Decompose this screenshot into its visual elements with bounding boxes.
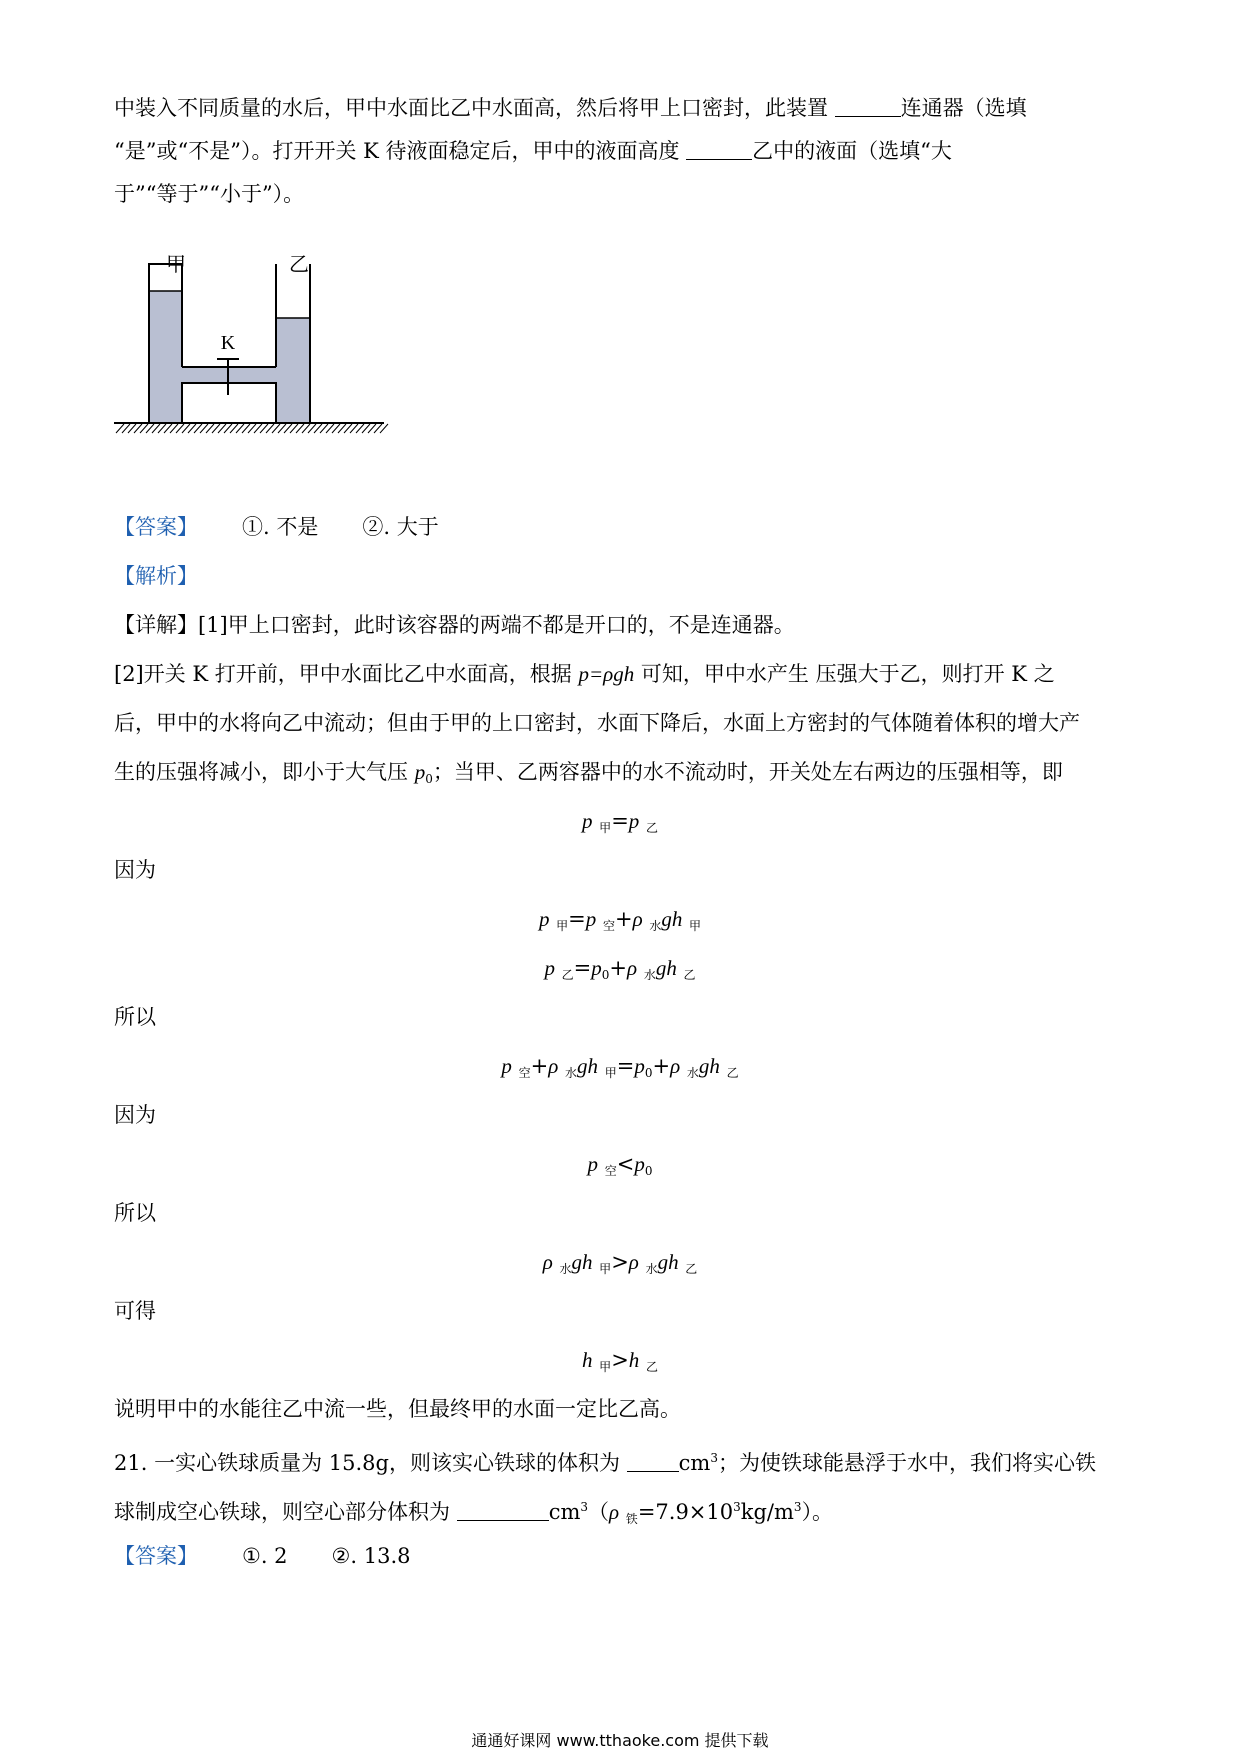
word-so-1: 所以 bbox=[114, 1005, 156, 1029]
equation-3: p $_乙=p_0+\rho$ $_水$gh $_乙$ bbox=[544, 956, 696, 982]
text: ；为使铁球能悬浮于水中，我们将实心铁 bbox=[717, 1451, 1096, 1475]
answer-20 bbox=[114, 512, 439, 542]
label-valve-k: K bbox=[220, 332, 236, 354]
answer-1: ①. 不是 bbox=[242, 515, 319, 539]
subscript: 乙 bbox=[685, 1262, 698, 1276]
equation-4: p $_空$+ρ $_水$gh $_甲=p_0+\rho$ $_水$gh $_乙$ bbox=[501, 1054, 739, 1080]
detail-line-2 bbox=[114, 659, 1055, 689]
equation-1: p $_甲$=p $_乙$ bbox=[581, 809, 658, 835]
subscript: 乙 bbox=[726, 1066, 739, 1080]
answer-21 bbox=[114, 1541, 410, 1571]
superscript: 3 bbox=[733, 1500, 741, 1514]
subscript: 0 bbox=[601, 968, 610, 982]
subscript: 乙 bbox=[645, 1360, 658, 1374]
subscript: 水 bbox=[649, 919, 662, 933]
subscript: 空 bbox=[602, 919, 615, 933]
subscript: 甲 bbox=[556, 919, 569, 933]
water-fill bbox=[149, 291, 310, 423]
answer-1: ①. 2 bbox=[242, 1544, 288, 1568]
label-yi: 乙 bbox=[289, 255, 309, 276]
detail-line-4: 生的压强将减小，即小于大气压 $p_0$；当甲、乙两容器中的水不流动时，开关处左右两边的压强相等，即 bbox=[114, 760, 1063, 786]
text: kg/m bbox=[740, 1500, 794, 1524]
text: [2]开关 K 打开前，甲中水面比乙中水面高，根据 bbox=[114, 662, 579, 686]
subscript: 乙 bbox=[645, 821, 658, 835]
subscript: 水 bbox=[559, 1262, 572, 1276]
ground-hatching bbox=[116, 424, 388, 433]
answer-blank bbox=[457, 1498, 549, 1521]
subscript: 甲 bbox=[599, 1360, 612, 1374]
subscript: 铁 bbox=[625, 1512, 638, 1526]
question-21-line-1 bbox=[114, 1443, 1096, 1478]
subscript: 0 bbox=[644, 1164, 653, 1178]
detail-line-3: 后，甲中的水将向乙中流动；但由于甲的上口密封，水面下降后，水面上方密封的气体随着体积的增大产 bbox=[114, 711, 1080, 735]
text: 21. 一实心铁球质量为 15.8g，则该实心铁球的体积为 bbox=[114, 1451, 627, 1475]
word-because-2: 因为 bbox=[114, 1103, 156, 1127]
answer-blank bbox=[835, 94, 901, 117]
text: 乙中的液面（选填“大 bbox=[752, 139, 952, 163]
superscript: 3 bbox=[710, 1451, 718, 1465]
text: 球制成空心铁球，则空心部分体积为 bbox=[114, 1500, 457, 1524]
question-20-line-2 bbox=[114, 136, 952, 166]
formula: p=ρgh bbox=[578, 662, 635, 686]
text: 可知，甲中水产生 压强大于乙，则打开 K 之 bbox=[634, 662, 1055, 686]
subscript: 0 bbox=[644, 1066, 653, 1080]
subscript: 0 bbox=[425, 772, 433, 786]
subscript: 甲 bbox=[689, 919, 702, 933]
vessel-diagram bbox=[112, 255, 432, 495]
text: ；当甲、乙两容器中的水不流动时，开关处左右两边的压强相等，即 bbox=[432, 760, 1063, 784]
subscript: 乙 bbox=[561, 968, 574, 982]
subscript: 甲 bbox=[604, 1066, 617, 1080]
text: 中装入不同质量的水后，甲中水面比乙中水面高，然后将甲上口密封，此装置 bbox=[114, 96, 835, 120]
detail-tag: 【详解】 bbox=[114, 613, 198, 637]
question-20-line-1 bbox=[114, 93, 1027, 123]
analysis-tag bbox=[114, 561, 198, 591]
subscript: 乙 bbox=[683, 968, 696, 982]
page-footer: 通通好课网 www.tthaoke.com 提供下载 bbox=[471, 1731, 769, 1750]
text: “是”或“不是”）。打开开关 K 待液面稳定后，甲中的液面高度 bbox=[114, 139, 687, 163]
text: 连通器（选填 bbox=[900, 96, 1027, 120]
unit: cm bbox=[548, 1500, 581, 1524]
label-jia: 甲 bbox=[166, 255, 186, 276]
answer-2: ②. 13.8 bbox=[331, 1544, 411, 1568]
subscript: 水 bbox=[643, 968, 656, 982]
word-thus: 可得 bbox=[114, 1299, 156, 1323]
superscript: 3 bbox=[580, 1500, 589, 1514]
text: [1]甲上口密封，此时该容器的两端不都是开口的，不是连通器。 bbox=[198, 613, 795, 637]
subscript: 空 bbox=[518, 1066, 531, 1080]
text: （ bbox=[588, 1500, 610, 1524]
subscript: 水 bbox=[565, 1066, 578, 1080]
answer-2: ②. 大于 bbox=[362, 515, 439, 539]
answer-tag: 【答案】 bbox=[114, 1544, 198, 1568]
subscript: 甲 bbox=[599, 1262, 612, 1276]
answer-tag: 【答案】 bbox=[114, 515, 198, 539]
question-20-line-3: 于”“等于”“小于”）。 bbox=[114, 182, 305, 206]
question-21-line-2: 球制成空心铁球，则空心部分体积为 $cm^3(\rho$ $_铁=7.9\times 10^3kg/m^3$）。 bbox=[114, 1500, 834, 1526]
detail-line-1 bbox=[114, 610, 795, 640]
equation-6: ρ $_水$gh $_甲$>ρ $_水$gh $_乙$ bbox=[542, 1250, 698, 1276]
connected-vessels-figure bbox=[112, 255, 432, 495]
unit: cm bbox=[678, 1451, 711, 1475]
subscript: 水 bbox=[686, 1066, 699, 1080]
answer-blank bbox=[627, 1449, 679, 1472]
subscript: 空 bbox=[604, 1164, 617, 1178]
text: 生的压强将减小，即小于大气压 bbox=[114, 760, 415, 784]
conclusion: 说明甲中的水能往乙中流一些，但最终甲的水面一定比乙高。 bbox=[114, 1397, 681, 1421]
word-so-2: 所以 bbox=[114, 1201, 156, 1225]
analysis-label: 【解析】 bbox=[114, 564, 198, 588]
equation-7: h $_甲$>h $_乙$ bbox=[581, 1348, 658, 1374]
superscript: 3 bbox=[793, 1500, 802, 1514]
subscript: 水 bbox=[645, 1262, 658, 1276]
subscript: 甲 bbox=[599, 821, 612, 835]
text: =7.9×10 bbox=[637, 1500, 734, 1524]
equation-2: p $_甲$=p $_空$+ρ $_水$gh $_甲$ bbox=[538, 907, 702, 933]
text: ）。 bbox=[801, 1500, 834, 1524]
equation-5: p $_空<p_0$ bbox=[587, 1152, 653, 1178]
word-because-1: 因为 bbox=[114, 858, 156, 882]
answer-blank bbox=[686, 137, 752, 160]
